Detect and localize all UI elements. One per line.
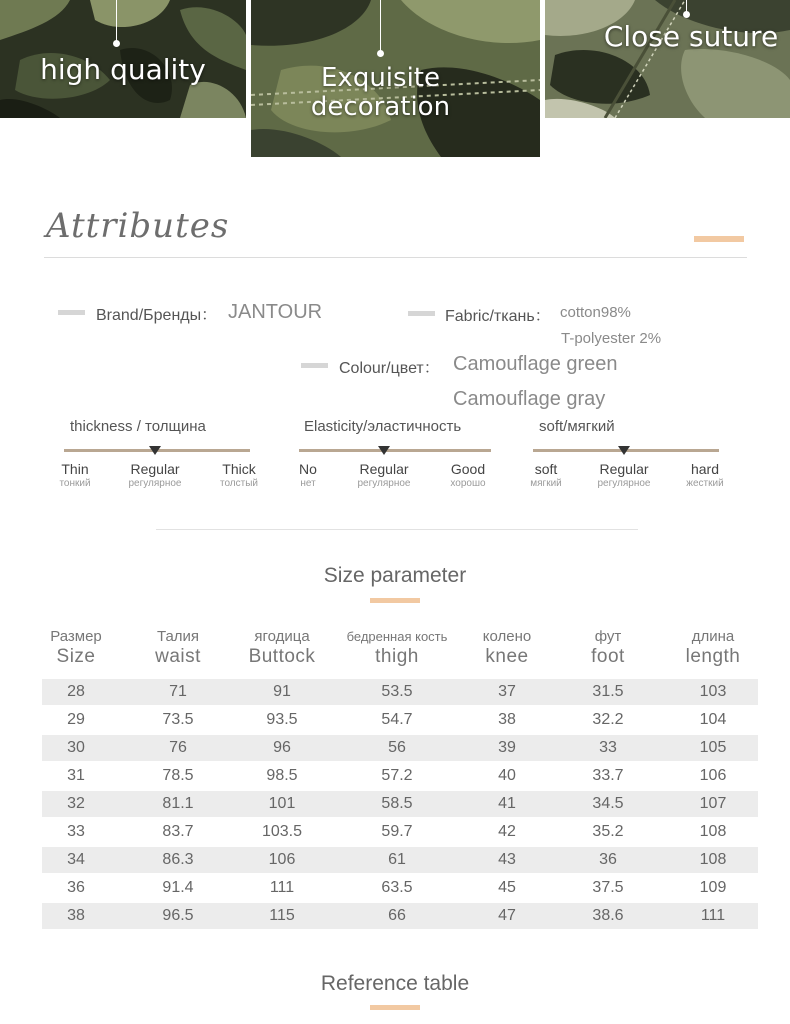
table-cell: 73.5 [162,711,194,728]
scale-tick [660,461,750,490]
tick-label-ru: жесткий [686,478,724,489]
table-cell: 91 [273,683,291,700]
table-cell: 57.2 [381,767,413,784]
bullet-dash [301,363,328,368]
pin-dot [113,40,120,47]
tick-label-ru: хорошо [450,478,486,489]
table-cell: 91.4 [162,879,194,896]
scale-marker-icon [618,446,630,455]
column-header [643,628,783,668]
scale-tick [423,461,513,490]
tick-label-ru: нет [300,478,316,489]
tick-label: Good [450,461,486,477]
table-cell: 96 [273,739,291,756]
table-cell: 28 [67,683,85,700]
tick-label: Thin [61,461,89,477]
fabric-value: cotton98% [560,304,631,321]
table-cell: 86.3 [162,851,194,868]
table-cell: 34 [67,851,85,868]
column-header-en: Buttock [248,646,316,667]
photo-exquisite-decoration [251,0,540,157]
table-cell: 53.5 [381,683,413,700]
table-cell: 61 [388,851,406,868]
caption-line: decoration [310,92,451,122]
scale-title: thickness / толщина [70,418,206,435]
heading-divider [44,257,747,258]
table-row [42,735,758,761]
scale-marker-icon [378,446,390,455]
tick-label-ru: регулярное [357,478,411,489]
scale-tick [339,461,429,490]
table-cell: 63.5 [381,879,413,896]
table-cell: 115 [269,907,295,924]
table-cell: 105 [699,739,727,756]
scale-bar [299,449,491,452]
table-cell: 107 [699,795,727,812]
tick-label-ru: регулярное [128,478,182,489]
table-cell: 76 [169,739,187,756]
heading-accent-bar [694,236,744,242]
table-cell: 71 [169,683,187,700]
table-cell: 111 [269,879,295,896]
table-cell: 29 [67,711,85,728]
tick-label: Regular [130,461,180,477]
table-cell: 37.5 [592,879,624,896]
table-cell: 54.7 [381,711,413,728]
scale-tick [110,461,200,490]
table-cell: 81.1 [162,795,194,812]
table-row [42,903,758,929]
table-cell: 32 [67,795,85,812]
table-cell: 33 [599,739,617,756]
table-row [42,679,758,705]
table-cell: 103.5 [261,823,303,840]
table-cell: 103 [699,683,727,700]
table-cell: 38 [67,907,85,924]
column-header-ru: бедренная кость [346,629,448,644]
colour-value: Camouflage gray [453,388,606,410]
fabric-label: Fabric/ткань： [445,308,551,325]
title-accent-bar [370,598,420,603]
colour-label: Colour/цвет： [339,360,440,377]
table-cell: 40 [498,767,516,784]
table-cell: 104 [699,711,727,728]
table-cell: 96.5 [162,907,194,924]
tick-label: Regular [599,461,649,477]
table-cell: 36 [599,851,617,868]
table-cell: 56 [388,739,406,756]
column-header-en: foot [591,646,625,667]
table-cell: 106 [699,767,727,784]
column-header-ru: Размер [50,628,102,645]
photo-caption: high quality [40,53,206,86]
tick-label: soft [534,461,558,477]
table-cell: 43 [498,851,516,868]
pin-line [380,0,381,52]
tick-label-ru: тонкий [59,478,91,489]
reference-table-title: Reference table [320,972,470,995]
photo-caption: Close suture [603,20,779,53]
scale-title: Elasticity/эластичность [304,418,462,435]
column-header-ru: ягодица [254,628,310,645]
table-cell: 66 [388,907,406,924]
colour-value: Camouflage green [453,353,618,375]
table-cell: 59.7 [381,823,413,840]
table-row [42,791,758,817]
pin-dot [377,50,384,57]
column-header-ru: Талия [156,628,200,645]
table-cell: 58.5 [381,795,413,812]
table-cell: 106 [268,851,296,868]
bullet-dash [58,310,85,315]
table-cell: 108 [699,823,727,840]
table-cell: 31 [67,767,85,784]
column-header-ru: фут [594,628,622,645]
scale-tick [30,461,120,490]
brand-label: Brand/Бренды： [96,307,218,324]
table-cell: 111 [700,907,726,924]
tick-label: hard [690,461,720,477]
table-cell: 33 [67,823,85,840]
column-header-ru: колено [482,628,532,645]
table-cell: 45 [498,879,516,896]
table-cell: 33.7 [592,767,624,784]
table-cell: 78.5 [162,767,194,784]
brand-value: JANTOUR [228,301,323,323]
scale-tick [501,461,591,490]
table-cell: 109 [699,879,727,896]
table-cell: 38.6 [592,907,624,924]
fabric-value: T-polyester 2% [561,330,662,347]
column-header-en: Size [56,646,96,667]
attributes-heading: Attributes [46,206,230,246]
table-cell: 93.5 [266,711,298,728]
pin-line [116,0,117,42]
photo-high-quality [0,0,246,118]
table-cell: 41 [498,795,516,812]
tick-label-ru: толстый [220,478,258,489]
table-cell: 35.2 [592,823,624,840]
pin-dot [683,11,690,18]
photo-close-suture [545,0,790,118]
table-cell: 98.5 [266,767,298,784]
table-row [42,875,758,901]
tick-label-ru: мягкий [530,478,562,489]
table-cell: 101 [268,795,296,812]
table-row [42,707,758,733]
section-divider [156,529,638,530]
table-row [42,763,758,789]
table-row [42,847,758,873]
table-cell: 34.5 [592,795,624,812]
column-header-en: knee [485,646,529,667]
title-accent-bar [370,1005,420,1010]
size-parameter-title: Size parameter [323,564,467,587]
table-cell: 39 [498,739,516,756]
table-cell: 83.7 [162,823,194,840]
bullet-dash [408,311,435,316]
caption-line: Exquisite [321,63,440,93]
camo-fabric-image [545,0,790,118]
table-cell: 36 [67,879,85,896]
table-cell: 31.5 [592,683,624,700]
tick-label: Regular [359,461,409,477]
table-cell: 38 [498,711,516,728]
table-row [42,819,758,845]
tick-label-ru: регулярное [597,478,651,489]
column-header-en: thigh [375,646,419,667]
column-header-en: length [685,646,741,667]
scale-marker-icon [149,446,161,455]
table-cell: 47 [498,907,516,924]
table-cell: 32.2 [592,711,624,728]
table-cell: 42 [498,823,516,840]
scale-title: soft/мягкий [539,418,615,435]
photo-caption [251,64,510,122]
table-cell: 108 [699,851,727,868]
tick-label: No [299,461,317,477]
table-cell: 30 [67,739,85,756]
column-header-ru: длина [691,628,735,645]
scale-tick [579,461,669,490]
table-cell: 37 [498,683,516,700]
column-header-en: waist [155,646,201,667]
tick-label: Thick [222,461,256,477]
